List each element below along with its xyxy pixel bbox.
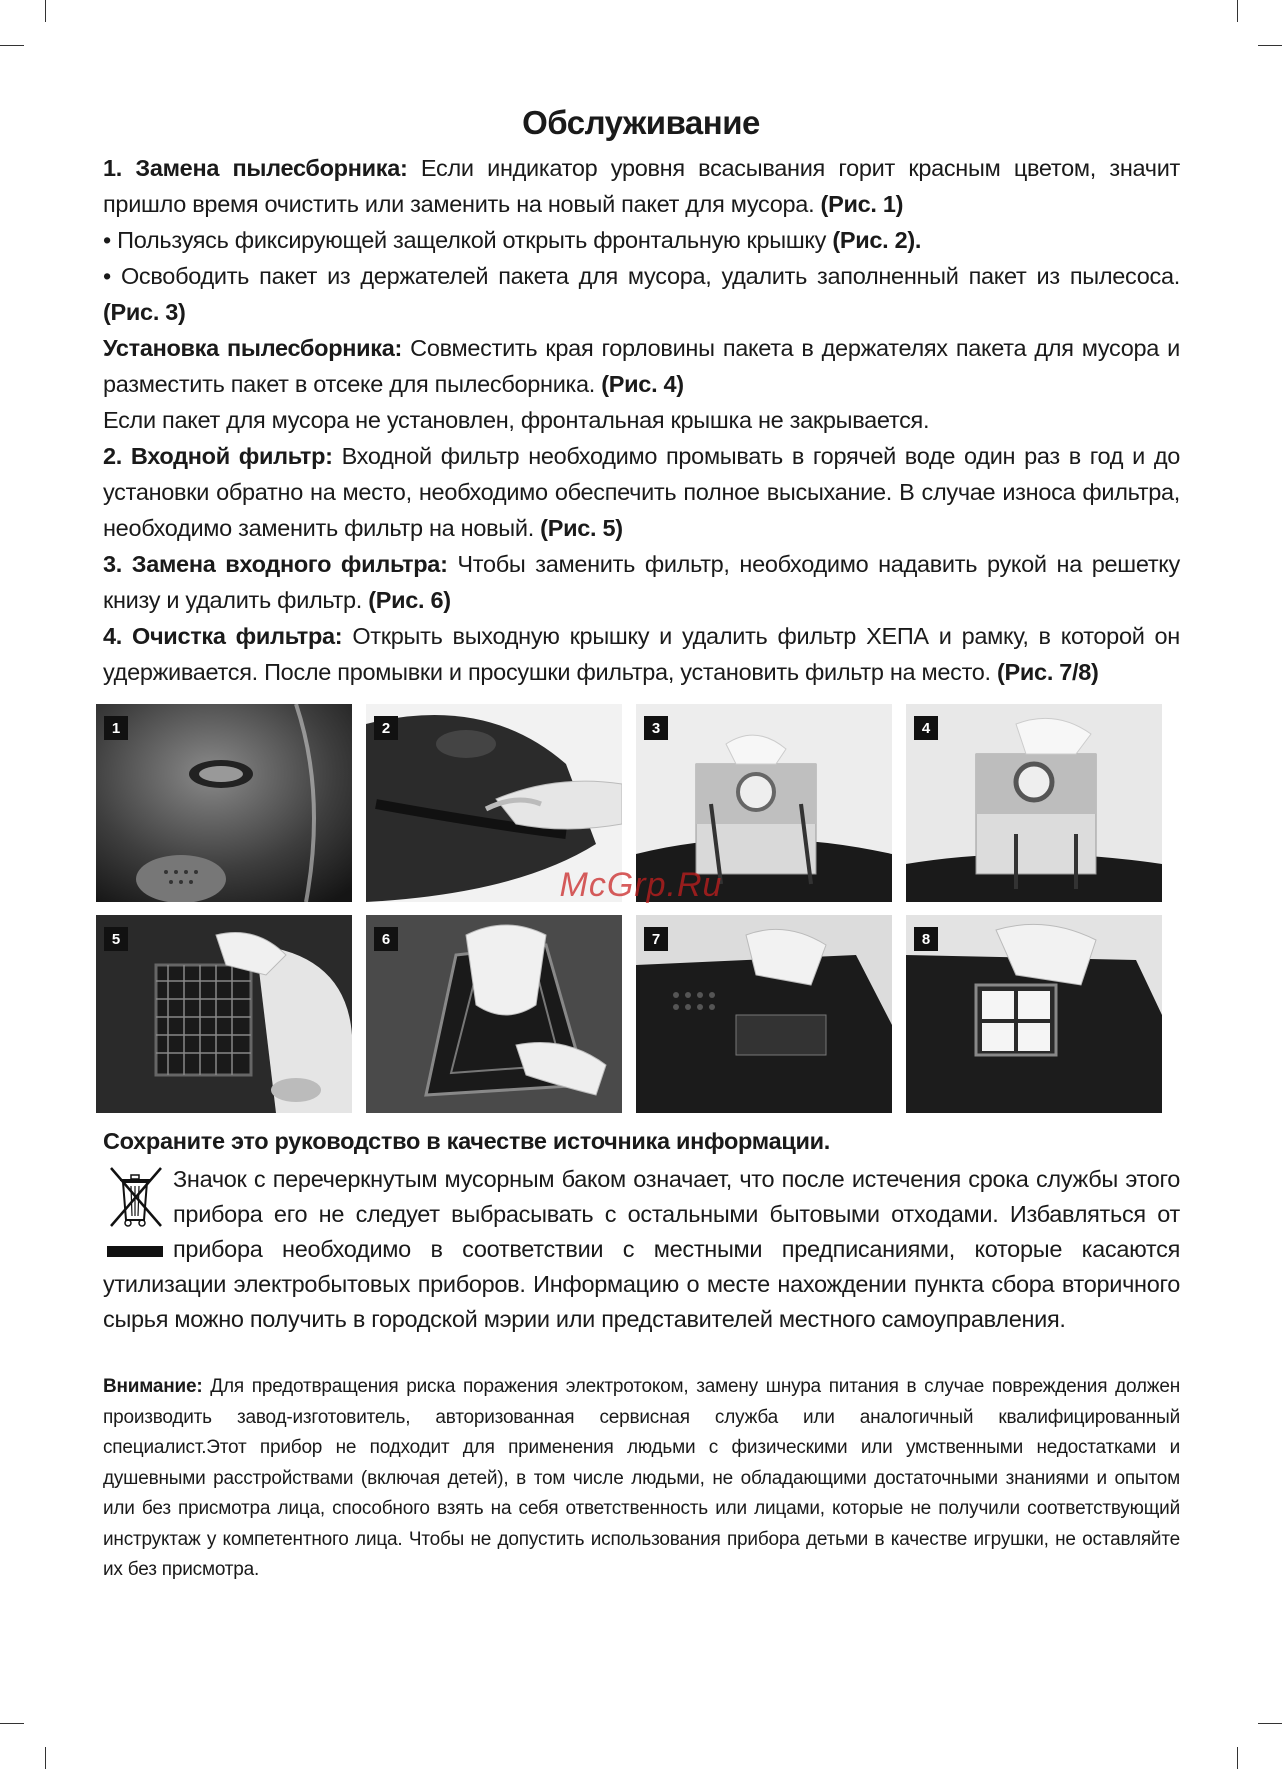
watermark: McGrp.Ru [559,866,723,904]
section-heading: Установка пылесборника: [103,335,403,361]
figure-number: 8 [914,927,938,951]
crop-mark [1258,1723,1282,1724]
photo-grid [96,704,1164,1113]
bullet-remove-bag: • Освободить пакет из держателей пакета для мусора, удалить заполненный пакет из пылесоса. (Рис. 3) [103,263,1180,325]
section-heading: 1. Замена пылесборника: [103,155,408,181]
section-heading: 4. Очистка фильтра: [103,623,343,649]
section-inlet-filter-replacement: 3. Замена входного фильтра: Чтобы заменить фильтр, необходимо надавить рукой на решетку книзу и удалить фильтр. (Рис. 6) [103,551,1180,613]
maintenance-instructions [103,150,1180,690]
figure-number: 3 [644,716,668,740]
crop-mark [1258,45,1282,46]
crop-mark [0,45,24,46]
warning-text: Для предотвращения риска поражения электротоком, замену шнура питания в случае повреждения должен производить завод-изготовитель, авторизованная сервисная служба или аналогичный квалифицированный специалист.Этот прибор не подходит для применения людьми с физическими или умственными недостатками и душевными расстройствами (включая детей), в том числе людьми, не обладающими достаточными знаниями и опытом или без присмотра лица, способного взять на себя ответственность или лицами, которые не получили соответствующий инструктаж у компетентного лица. Чтобы не допустить использования прибора детьми в качестве игрушки, не оставляйте их без присмотра. [103,1376,1180,1580]
install-note: Если пакет для мусора не установлен, фронтальная крышка не закрывается. [103,407,930,433]
crop-mark [45,0,46,22]
section-inlet-filter: 2. Входной фильтр: Входной фильтр необходимо промывать в горячей воде один раз в год и до установки обратно на место, необходимо обеспечить полное высыхание. В случае износа фильтра, необходимо заменить фильтр на новый. (Рис. 5) [103,443,1180,541]
section-filter-cleaning: 4. Очистка фильтра: Открыть выходную крышку и удалить фильтр ХЕПА и рамку, в которой он удерживается. После промывки и просушки фильтра, установить фильтр на место. (Рис. 7/8) [103,623,1180,685]
figure-7-photo [636,915,892,1113]
figure-number: 5 [104,927,128,951]
figure-number: 4 [914,716,938,740]
page-title: Обслуживание [522,104,760,141]
figure-ref: (Рис. 1) [820,191,904,217]
section-heading: 2. Входной фильтр: [103,443,333,469]
crop-mark [1237,1747,1238,1769]
crop-mark [0,1723,24,1724]
figure-ref: (Рис. 2). [832,227,922,253]
figure-ref: (Рис. 7/8) [997,659,1099,685]
weee-text: Значок с перечеркнутым мусорным баком означает, что после истечения срока службы этого прибора его не следует выбрасывать с остальными бытовыми отходами. Избавляться от прибора необходимо в соответствии с местными предписаниями, которые касаются утилизации электробытовых приборов. Информацию о месте нахождении пункта сбора вторичного сырья можно получить в городской мэрии или представителей местного самоуправления. [103,1166,1180,1332]
warning-heading: Внимание: [103,1376,203,1397]
warning-notice [103,1372,1180,1586]
section-bag-install: Установка пылесборника: Совместить края горловины пакета в держателях пакета для мусора и разместить пакет в отсеке для пылесборника. (Рис. 4) [103,335,1181,397]
figure-number: 1 [104,716,128,740]
figure-ref: (Рис. 4) [601,371,684,397]
figure-ref: (Рис. 5) [540,515,623,541]
figure-number: 7 [644,927,668,951]
weee-notice [103,1162,1180,1337]
figure-number: 6 [374,927,398,951]
section-bag-replacement: 1. Замена пылесборника: Если индикатор уровня всасывания горит красным цветом, значит пришло время очистить или заменить на новый пакет для мусора. (Рис. 1) [103,155,1180,217]
crossed-out-bin-icon [103,1162,169,1264]
crop-mark [45,1747,46,1769]
bullet-open-cover: • Пользуясь фиксирующей защелкой открыть фронтальную крышку (Рис. 2). [103,227,922,253]
figure-5-photo [96,915,352,1113]
figure-6-photo [366,915,622,1113]
save-manual-heading: Сохраните это руководство в качестве источника информации. [103,1128,831,1154]
figure-8-photo [906,915,1162,1113]
section-heading: 3. Замена входного фильтра: [103,551,448,577]
crop-mark [1237,0,1238,22]
figure-number: 2 [374,716,398,740]
figure-ref: (Рис. 3) [103,299,186,325]
figure-ref: (Рис. 6) [368,587,451,613]
